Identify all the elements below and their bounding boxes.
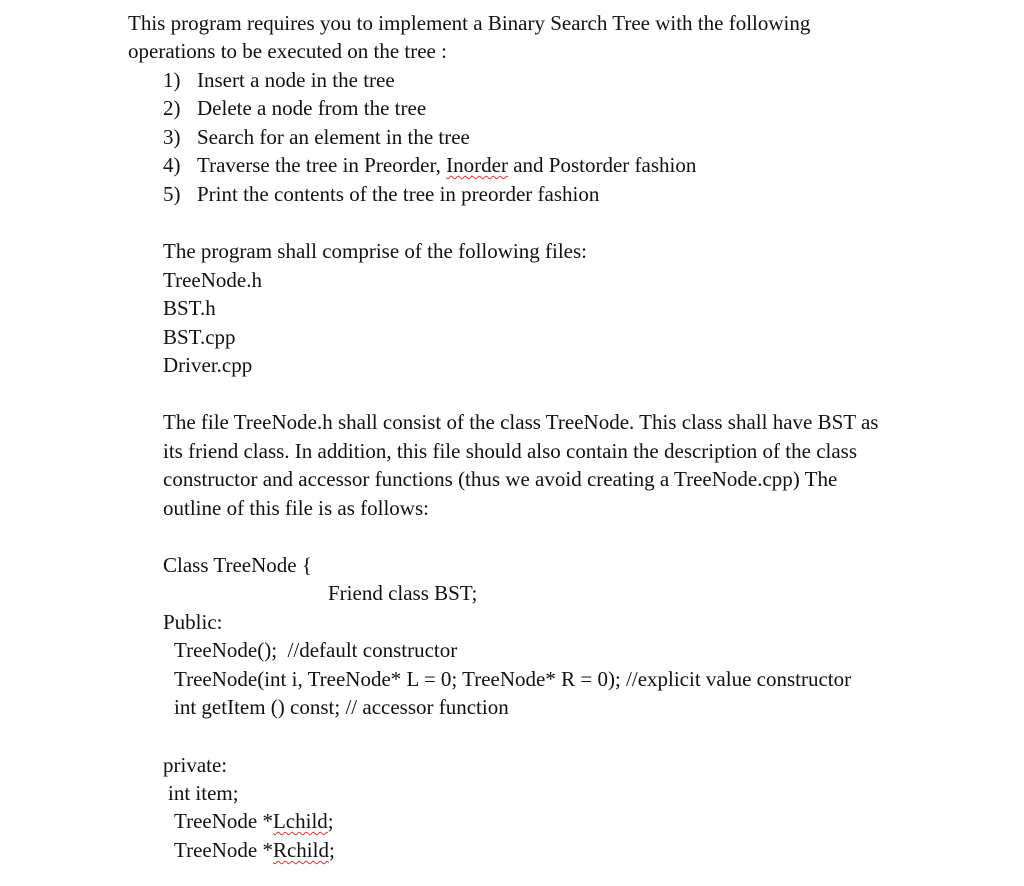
code-class-declaration: Class TreeNode { xyxy=(163,553,312,577)
treenode-desc-line: The file TreeNode.h shall consist of the class TreeNode. This class shall have BST as xyxy=(163,410,879,434)
operation-item-1 xyxy=(163,67,395,95)
files-heading: The program shall comprise of the following files: xyxy=(163,239,587,263)
operation-text: Traverse the tree in Preorder, xyxy=(197,153,447,177)
operation-number: 2) xyxy=(163,96,181,120)
code-public-line: TreeNode(); //default constructor xyxy=(174,638,458,662)
spellcheck-word: Lchild xyxy=(272,809,328,833)
code-semicolon: ; xyxy=(327,809,334,833)
file-item: Driver.cpp xyxy=(163,353,253,377)
operation-item-2 xyxy=(163,95,426,123)
file-item: TreeNode.h xyxy=(163,268,262,292)
spellcheck-word: Rchild xyxy=(272,838,329,862)
code-private-label: private: xyxy=(163,753,228,777)
operation-text: Insert a node in the tree xyxy=(197,68,395,92)
operation-text: Delete a node from the tree xyxy=(197,96,427,120)
intro-line-1: This program requires you to implement a Binary Search Tree with the following xyxy=(128,11,811,35)
operation-item-4 xyxy=(163,152,696,180)
treenode-desc-line: outline of this file is as follows: xyxy=(163,496,429,520)
operation-text: Print the contents of the tree in preorder fashion xyxy=(197,182,600,206)
file-item: BST.h xyxy=(163,296,216,320)
code-public-line: TreeNode(int i, TreeNode* L = 0; TreeNode* R = 0); //explicit value constructor xyxy=(174,667,852,691)
code-public-label: Public: xyxy=(163,610,223,634)
code-item-line: int item; xyxy=(168,781,239,805)
code-rchild-line xyxy=(174,837,335,865)
operation-number: 5) xyxy=(163,182,181,206)
operation-item-3 xyxy=(163,124,470,152)
code-friend-line: Friend class BST; xyxy=(328,581,478,605)
code-public-line: int getItem () const; // accessor function xyxy=(174,695,509,719)
operation-text: Search for an element in the tree xyxy=(197,125,470,149)
operation-number: 3) xyxy=(163,125,181,149)
operation-number: 4) xyxy=(163,153,181,177)
file-item: BST.cpp xyxy=(163,325,236,349)
code-semicolon: ; xyxy=(328,838,335,862)
intro-line-2: operations to be executed on the tree : xyxy=(128,39,447,63)
code-type: TreeNode * xyxy=(174,838,273,862)
code-type: TreeNode * xyxy=(174,809,273,833)
operation-item-5 xyxy=(163,181,599,209)
operation-number: 1) xyxy=(163,68,181,92)
code-lchild-line xyxy=(174,808,334,836)
spellcheck-word: Inorder xyxy=(446,153,508,177)
operation-text: and Postorder fashion xyxy=(507,153,697,177)
treenode-desc-line: constructor and accessor functions (thus we avoid creating a TreeNode.cpp) The xyxy=(163,467,838,491)
treenode-desc-line: its friend class. In addition, this file should also contain the description of the class xyxy=(163,439,858,463)
